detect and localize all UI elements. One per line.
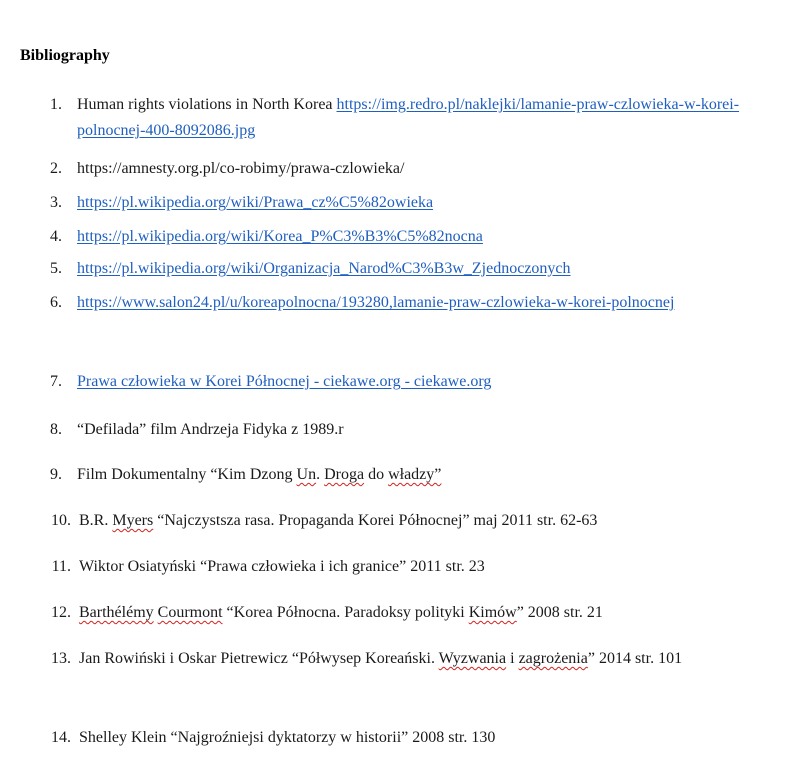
- item-number: 7.: [50, 373, 62, 390]
- item-link[interactable]: https://pl.wikipedia.org/wiki/Organizacja_Narod%C3%B3w_Zjednoczonych: [77, 260, 571, 277]
- item-number: 2.: [50, 160, 62, 177]
- item-number: 6.: [50, 294, 62, 311]
- bibliography-heading: Bibliography: [20, 47, 110, 64]
- item-text: Film Dokumentalny “Kim Dzong Un. Droga do władzy”: [77, 466, 442, 483]
- item-link[interactable]: Prawa człowieka w Korei Północnej - ciekawe.org - ciekawe.org: [77, 373, 492, 390]
- item-number: 9.: [50, 466, 62, 483]
- item-text: Shelley Klein “Najgroźniejsi dyktatorzy w historii” 2008 str. 130: [79, 729, 496, 746]
- spellcheck-word: władzy”: [388, 466, 442, 483]
- item-number: 11.: [51, 558, 71, 575]
- spellcheck-word: Barthélémy: [79, 604, 154, 621]
- item-text: Jan Rowiński i Oskar Pietrewicz “Półwysep Koreański. Wyzwania i zagrożenia” 2014 str. 101: [79, 650, 683, 667]
- item-link[interactable]: https://pl.wikipedia.org/wiki/Prawa_cz%C5%82owieka: [77, 194, 434, 211]
- item-text: [77, 369, 742, 395]
- item-link[interactable]: https://www.salon24.pl/u/koreapolnocna/193280,lamanie-praw-czlowieka-w-korei-polnocnej: [77, 294, 675, 311]
- spellcheck-word: Un: [296, 466, 317, 483]
- spellcheck-word: Myers: [112, 512, 154, 529]
- item-text: [77, 224, 742, 250]
- spellcheck-word: Droga: [324, 466, 365, 483]
- item-text: [77, 256, 742, 282]
- item-text: [77, 190, 742, 216]
- spellcheck-word: Kimów: [468, 604, 517, 621]
- item-text: B.R. Myers “Najczystsza rasa. Propaganda Korei Północnej” maj 2011 str. 62-63: [79, 512, 598, 529]
- item-number: 3.: [50, 194, 62, 211]
- item-text: https://amnesty.org.pl/co-robimy/prawa-czlowieka/: [77, 160, 405, 177]
- item-number: 1.: [50, 96, 62, 113]
- item-number: 4.: [50, 228, 62, 245]
- item-number: 13.: [51, 650, 71, 667]
- item-number: 10.: [51, 512, 71, 529]
- item-number: 5.: [50, 260, 62, 277]
- item-number: 14.: [51, 729, 71, 746]
- item-text: [77, 290, 742, 316]
- item-link[interactable]: https://img.redro.pl/naklejki/lamanie-praw-czlowieka-w-korei-polnocnej-400-8092086.jpg: [77, 96, 740, 139]
- item-number: 12.: [51, 604, 71, 621]
- item-text: Human rights violations in North Korea https://img.redro.pl/naklejki/lamanie-praw-czlowieka-w-korei-polnocnej-400-8092086.jpg: [77, 96, 740, 139]
- item-text: Wiktor Osiatyński “Prawa człowieka i ich granice” 2011 str. 23: [79, 558, 485, 575]
- spellcheck-word: Courmont: [157, 604, 223, 621]
- spellcheck-word: zagrożenia: [518, 650, 588, 667]
- item-text: “Defilada” film Andrzeja Fidyka z 1989.r: [77, 421, 344, 438]
- item-number: 8.: [50, 421, 62, 438]
- item-text: Barthélémy Courmont “Korea Północna. Paradoksy polityki Kimów” 2008 str. 21: [79, 604, 603, 621]
- item-link[interactable]: https://pl.wikipedia.org/wiki/Korea_P%C3%B3%C5%82nocna: [77, 228, 483, 245]
- spellcheck-word: Wyzwania: [438, 650, 507, 667]
